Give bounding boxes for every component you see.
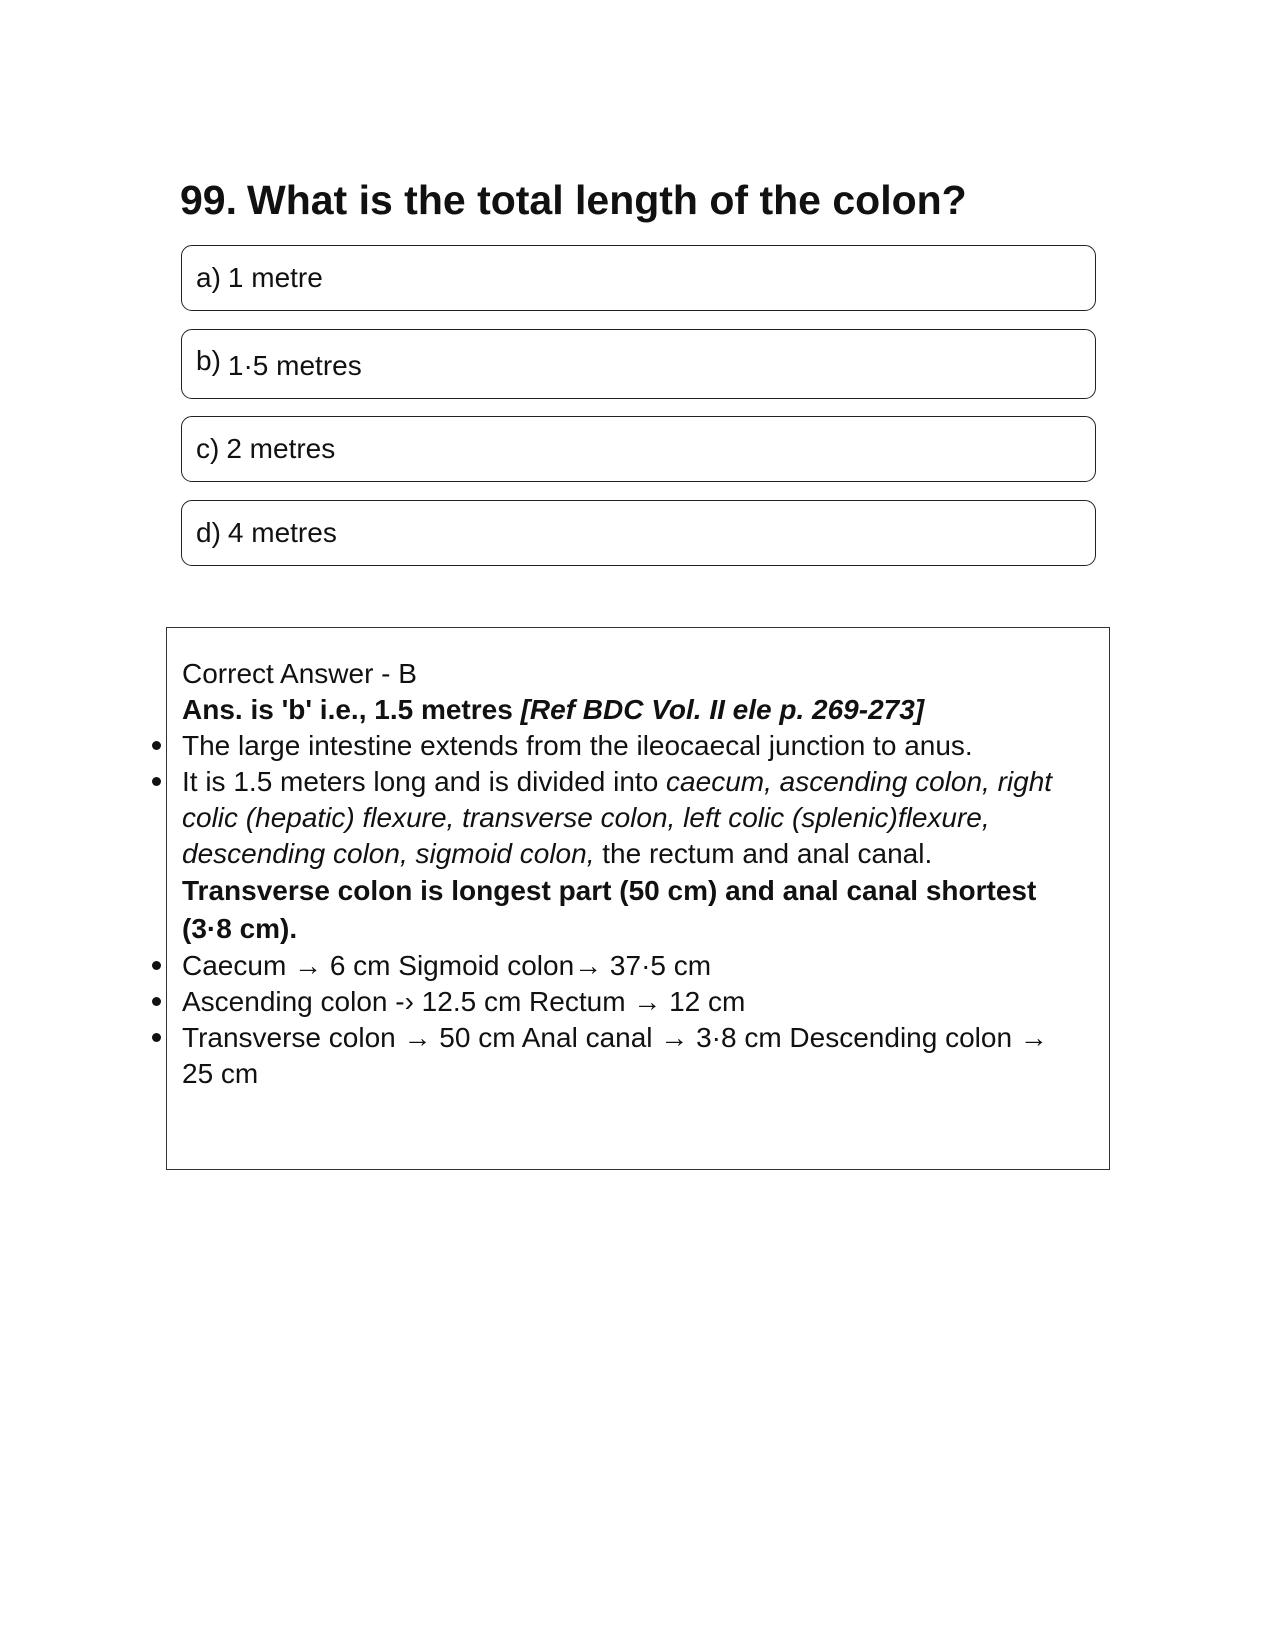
- option-text: 2 metres: [226, 433, 336, 464]
- option-text: 1 metre: [227, 262, 323, 293]
- explanation-bullet: The large intestine extends from the ileocaecal junction to anus.: [182, 728, 1082, 764]
- option-letter: a): [196, 262, 221, 293]
- option-text: 1·5 metres: [227, 350, 362, 381]
- option-text: 4 metres: [227, 517, 337, 548]
- answer-explanation: [182, 656, 1082, 1092]
- correct-answer-label: Correct Answer - B: [182, 658, 417, 689]
- option-letter: d): [196, 517, 221, 548]
- question-number: 99.: [180, 177, 237, 223]
- colon-parts-list: caecum, ascending colon, right colic (hepatic) flexure, transverse colon, left colic (splenic)flexure, descending colon, sigmoid colon,: [182, 766, 1053, 869]
- explanation-bullet: [182, 764, 1082, 872]
- option-c[interactable]: [181, 416, 1096, 482]
- question-heading: [180, 177, 1080, 224]
- bullet-tail: the rectum and anal canal.: [602, 838, 933, 869]
- answer-prefix: Ans. is 'b' i.e., 1.5 metres: [182, 694, 513, 725]
- answer-statement: [182, 692, 1082, 728]
- explanation-bullet: Caecum → 6 cm Sigmoid colon→ 37·5 cm: [182, 948, 1082, 984]
- option-letter: b): [196, 345, 221, 376]
- option-d[interactable]: [181, 500, 1096, 566]
- bullet-lead: It is 1.5 meters long and is divided into: [182, 766, 659, 797]
- answer-reference: [Ref BDC Vol. II ele p. 269-273]: [520, 694, 925, 725]
- option-letter: c): [196, 433, 220, 464]
- question-text: What is the total length of the colon?: [247, 177, 967, 223]
- option-a[interactable]: [181, 245, 1096, 311]
- option-b[interactable]: [181, 329, 1096, 399]
- explanation-bullet: Transverse colon → 50 cm Anal canal → 3·8 cm Descending colon → 25 cm: [182, 1020, 1082, 1092]
- explanation-bullet: Ascending colon -› 12.5 cm Rectum → 12 cm: [182, 984, 1082, 1020]
- longest-shortest-note: Transverse colon is longest part (50 cm) and anal canal shortest (3·8 cm).: [182, 875, 1037, 944]
